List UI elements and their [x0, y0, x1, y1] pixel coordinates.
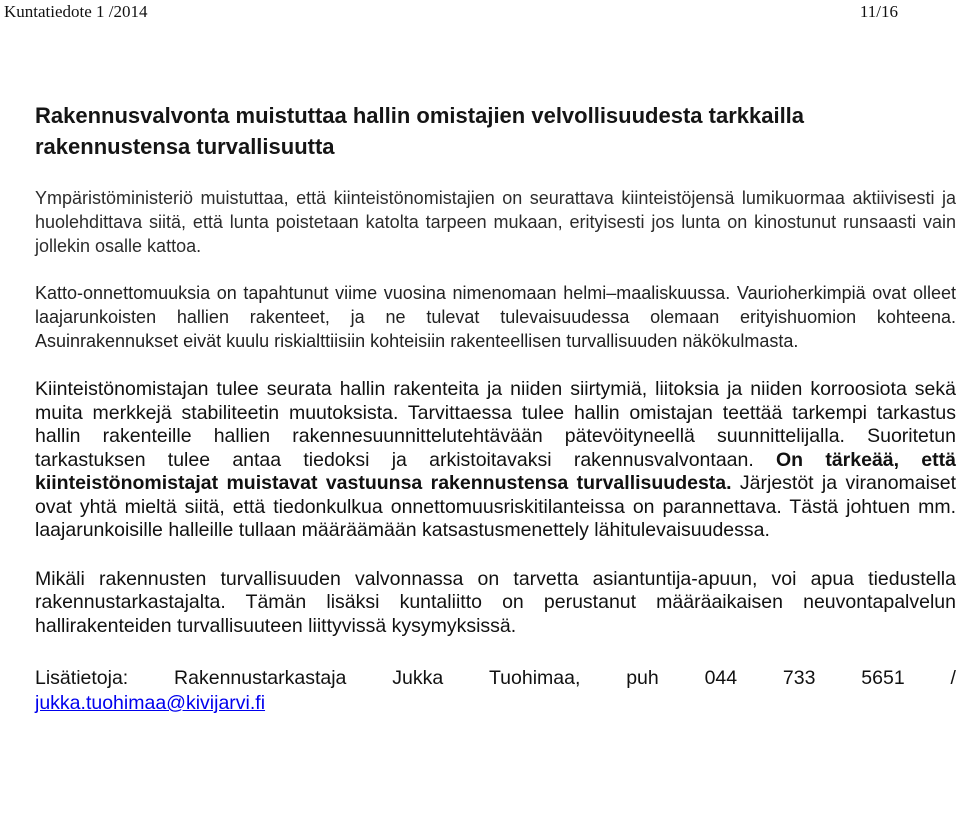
contact-last-name: Tuohimaa, — [488, 667, 581, 689]
phone-part-3: 5651 — [861, 667, 905, 689]
page-header — [0, 0, 960, 24]
paragraph-roof-accidents: Katto-onnettomuuksia on tapahtunut viime vuosina nimenomaan helmi–maaliskuussa. Vaurioherkimpiä ovat olleet laajarunkoisten hallien rakenteet, ja ne tulevat tulevaisuudessa olemaan erityishuomion kohteena. Asuinrakennukset eivät kuulu riskialttiisiin kohteisiin rakenteellisen turvallisuuden näkökulmasta. — [35, 283, 956, 351]
publication-name: Kuntatiedote 1 /2014 — [4, 2, 148, 21]
contact-email-link[interactable]: jukka.tuohimaa@kivijarvi.fi — [35, 692, 266, 714]
phone-label: puh — [626, 667, 659, 689]
responsibility-emphasis: On tärkeää, että kiinteistönomistajat muistavat vastuunsa rakennustensa turvallisuudesta. — [35, 448, 956, 494]
page-number: 11/16 — [859, 2, 898, 21]
article — [35, 100, 956, 715]
paragraph-owner-duties-text: Kiinteistönomistajan tulee seurata hallin rakenteita ja niiden siirtymiä, liitoksia ja niiden korroosiota sekä muita merkkejä stabiliteetin muutoksista. Tarvittaessa tulee hallin omistajan teettää tarkempi tarkastus hallin rakenteille hallien rakennesuunnittelutehtävään pätevöityneellä suunnittelijalla. Suoritetun tarkastuksen tulee antaa tiedoksi ja arkistoitavaksi rakennusvalvontaan. — [35, 378, 956, 471]
contact-separator: / — [950, 667, 956, 689]
paragraph-owner-duties — [35, 378, 956, 543]
contact-label: Lisätietoja: — [35, 667, 129, 689]
contact-first-name: Jukka — [392, 667, 444, 689]
phone-part-2: 733 — [782, 667, 816, 689]
phone-part-1: 044 — [704, 667, 738, 689]
contact-info — [35, 665, 956, 691]
article-title: Rakennusvalvonta muistuttaa hallin omistajien velvollisuudesta tarkkailla rakennustensa turvallisuutta — [35, 103, 805, 159]
paragraph-owner-duties-continued: Järjestöt ja viranomaiset ovat yhtä mieltä siitä, että tiedonkulkua onnettomuusriskitilanteissa on parannettava. Tästä johtuen mm. laajarunkoisille halleille tullaan määräämään katsastusmenettely lähitulevaisuudessa. — [35, 472, 956, 541]
lead-paragraph: Ympäristöministeriö muistuttaa, että kiinteistönomistajien on seurattava kiinteistöjensä lumikuormaa aktiivisesti ja huolehdittava siitä, että lunta poistetaan katolta tarpeen mukaan, erityisesti jos lunta on kinostunut runsaasti vain jollekin osalle kattoa. — [35, 188, 956, 256]
paragraph-expert-help: Mikäli rakennusten turvallisuuden valvonnassa on tarvetta asiantuntija-apuun, voi apua tiedustella rakennustarkastajalta. Tämän lisäksi kuntaliitto on perustanut määräaikaisen neuvontapalvelun hallirakenteiden turvallisuuteen liittyvissä kysymyksissä. — [35, 567, 956, 637]
contact-role: Rakennustarkastaja — [174, 667, 347, 689]
